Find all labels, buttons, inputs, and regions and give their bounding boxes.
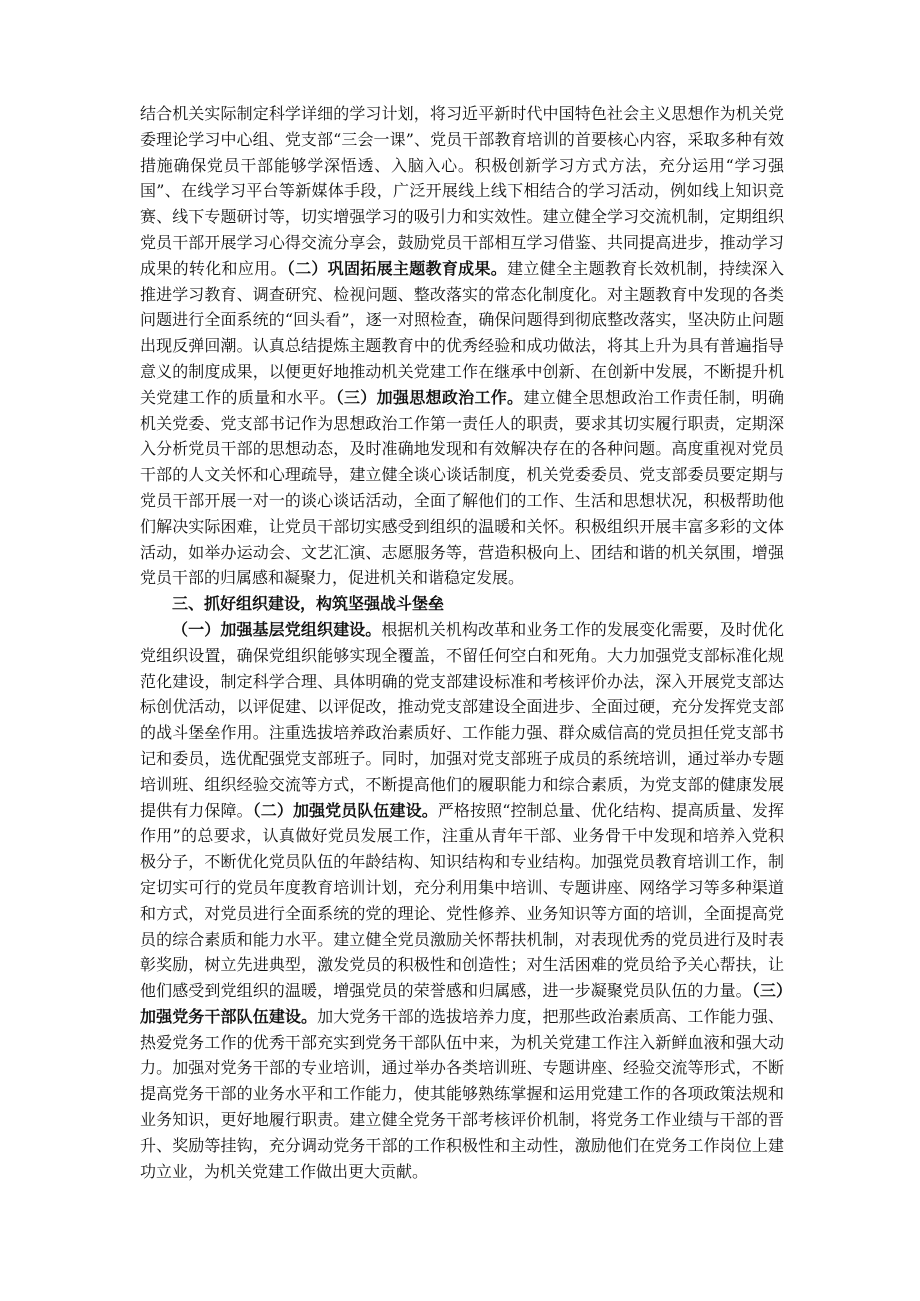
paragraph-text: 加大党务干部的选拔培养力度，把那些政治素质高、工作能力强、热爱党务工作的优秀干部充实到党务干部队伍中来，为机关党建工作注入新鲜血液和强大动力。加强对党务干部的专业培训，通过举办各类培训班、专题讲座、经验交流等形式，不断提高党务干部的业务水平和工作能力，使其能够熟练掌握和运用党建工作的各项政策法规和业务知识，更好地履行职责。建立健全党务干部考核评价机制，将党务工作业绩与干部的晋升、奖励等挂钩，充分调动党务干部的工作积极性和主动性，激励他们在党务工作岗位上建功立业，为机关党建工作做出更大贡献。 <box>140 1006 784 1181</box>
subheading-consolidate-theme-education: （二）巩固拓展主题教育成果。 <box>286 258 508 278</box>
paragraph-organization-building <box>140 617 784 1185</box>
paragraph-text: 结合机关实际制定科学详细的学习计划，将习近平新时代中国特色社会主义思想作为机关党委理论学习中心组、党支部“三会一课”、党员干部教育培训的首要核心内容，采取多种有效措施确保党员干部能够学深悟透、入脑入心。积极创新学习方式方法，充分运用“学习强国”、在线学习平台等新媒体手段，广泛开展线上线下相结合的学习活动，例如线上知识竞赛、线下专题研讨等，切实增强学习的吸引力和实效性。建立健全学习交流机制，定期组织党员干部开展学习心得交流分享会，鼓励党员干部相互学习借鉴、共同提高进步，推动学习成果的转化和应用。 <box>140 104 784 278</box>
section-heading-organization-building: 三、抓好组织建设，构筑坚强战斗堡垒 <box>172 594 445 614</box>
paragraph-learning-and-education <box>140 101 784 591</box>
subheading-ideological-political-work: （三）加强思想政治工作。 <box>335 387 524 407</box>
subheading-grassroots-party-organization: （一）加强基层党组织建设。 <box>172 619 382 639</box>
document-page <box>140 101 784 1184</box>
paragraph-text: 建立健全主题教育长效机制，持续深入推进学习教育、调查研究、检视问题、整改落实的常态化制度化。对主题教育中发现的各类问题进行全面系统的“回头看”，逐一对照检查，确保问题得到彻底整改落实，坚决防止问题出现反弹回潮。认真总结提炼主题教育中的优秀经验和成功做法，将其上升为具有普遍指导意义的制度成果，以便更好地推动机关党建工作在继承中创新、在创新中发展，不断提升机关党建工作的质量和水平。 <box>140 258 784 407</box>
paragraph-text: 根据机关机构改革和业务工作的发展变化需要，及时优化党组织设置，确保党组织能够实现全覆盖，不留任何空白和死角。大力加强党支部标准化规范化建设，制定科学合理、具体明确的党支部建设标准和考核评价办法，深入开展党支部达标创优活动，以评促建、以评促改，推动党支部建设全面进步、全面过硬，充分发挥党支部的战斗堡垒作用。注重选拔培养政治素质好、工作能力强、群众威信高的党员担任党支部书记和委员，选优配强党支部班子。同时，加强对党支部班子成员的系统培训，通过举办专题培训班、组织经验交流等方式，不断提高他们的履职能力和综合素质，为党支部的健康发展提供有力保障。 <box>140 619 784 820</box>
subheading-party-affairs-cadre-team: （三）加强党务干部队伍建设。 <box>140 981 784 1026</box>
paragraph-text: 建立健全思想政治工作责任制，明确机关党委、党支部书记作为思想政治工作第一责任人的职责，要求其切实履行职责，定期深入分析党员干部的思想动态，及时准确地发现和有效解决存在的各种问题。高度重视对党员干部的人文关怀和心理疏导，建立健全谈心谈话制度，机关党委委员、党支部委员要定期与党员干部开展一对一的谈心谈话活动，全面了解他们的工作、生活和思想状况，积极帮助他们解决实际困难，让党员干部切实感受到组织的温暖和关怀。积极组织开展丰富多彩的文体活动，如举办运动会、文艺汇演、志愿服务等，营造积极向上、团结和谐的机关氛围，增强党员干部的归属感和凝聚力，促进机关和谐稳定发展。 <box>140 387 784 588</box>
subheading-party-member-team: （二）加强党员队伍建设。 <box>252 800 438 820</box>
paragraph-text: 严格按照“控制总量、优化结构、提高质量、发挥作用”的总要求，认真做好党员发展工作，注重从青年干部、业务骨干中发现和培养入党积极分子，不断优化党员队伍的年龄结构、知识结构和专业结构。加强党员教育培训工作，制定切实可行的党员年度教育培训计划，充分利用集中培训、专题讲座、网络学习等多种渠道和方式，对党员进行全面系统的党的理论、党性修养、业务知识等方面的培训，全面提高党员的综合素质和能力水平。建立健全党员激励关怀帮扶机制，对表现优秀的党员进行及时表彰奖励，树立先进典型，激发党员的积极性和创造性；对生活困难的党员给予关心帮扶，让他们感受到党组织的温暖，增强党员的荣誉感和归属感，进一步凝聚党员队伍的力量。 <box>140 800 784 1001</box>
